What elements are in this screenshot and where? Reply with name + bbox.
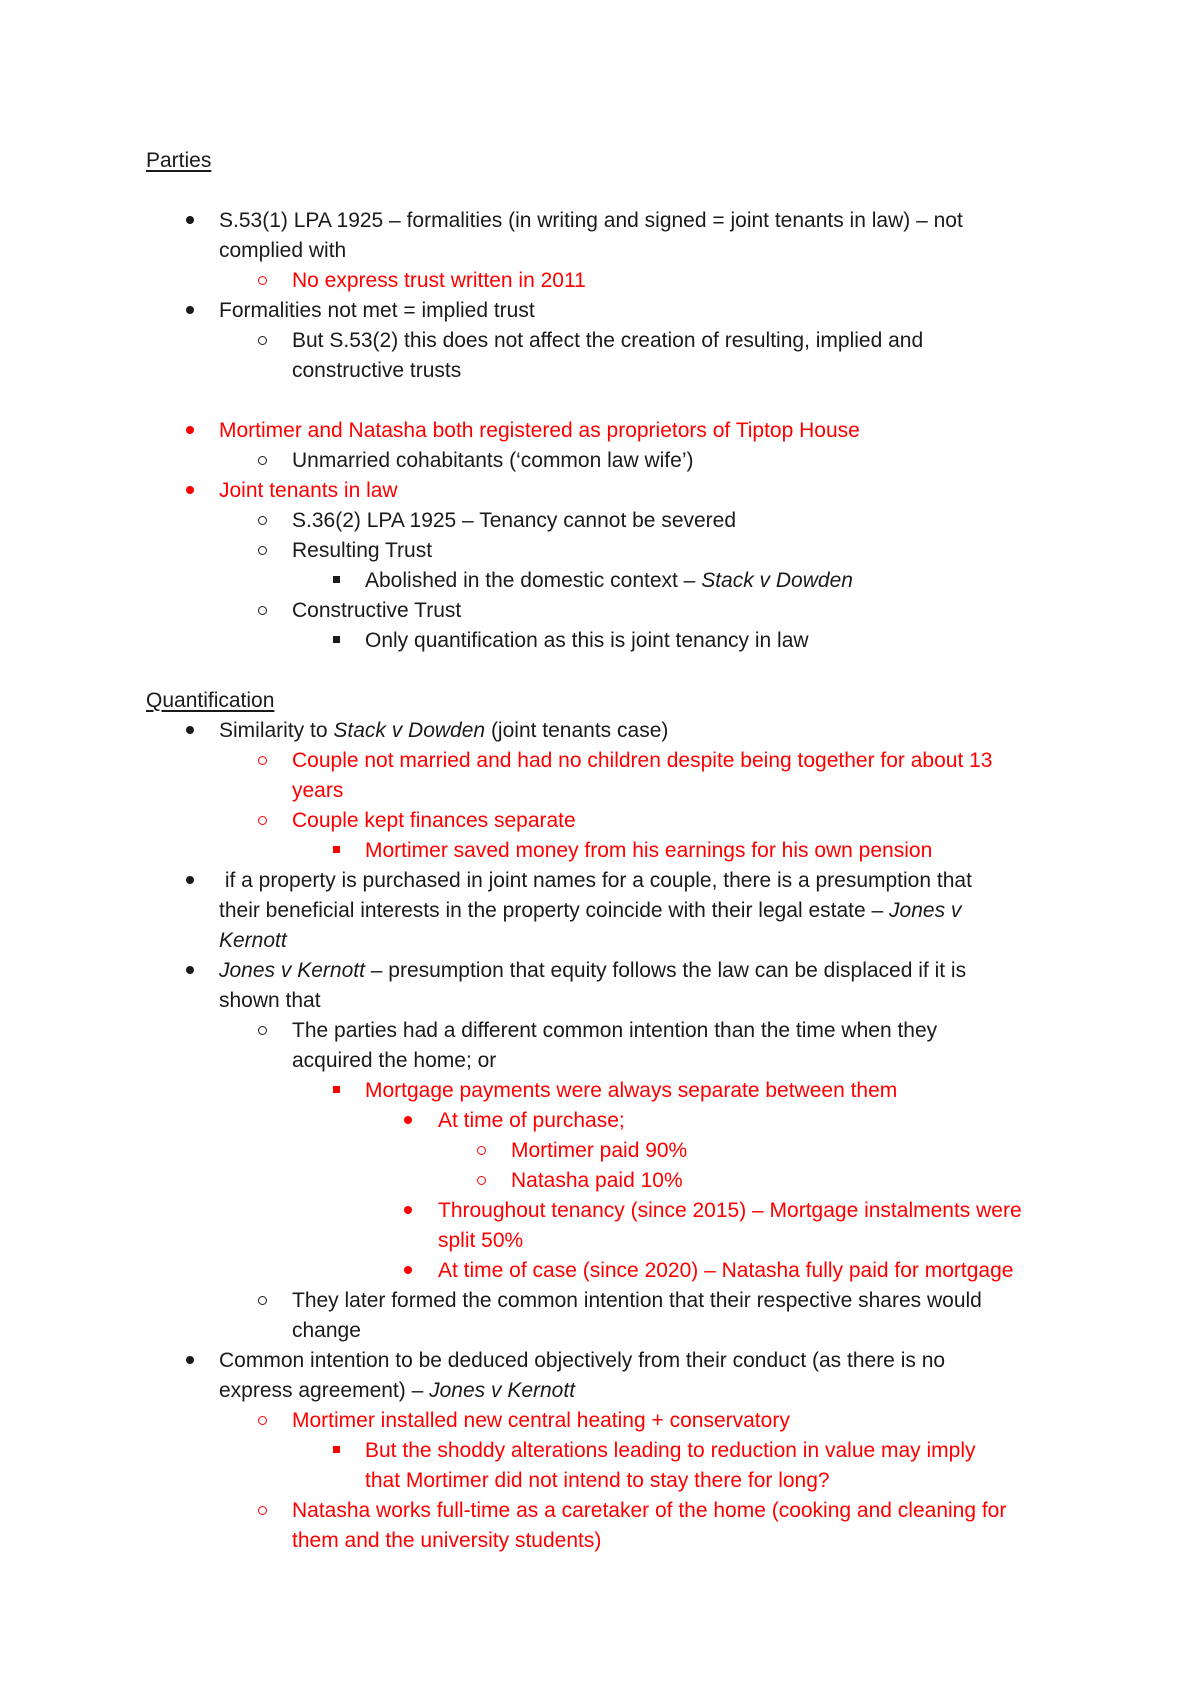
list-item-text: No express trust written in 2011 <box>292 269 586 292</box>
list-item-text: Unmarried cohabitants (‘common law wife’) <box>292 449 694 472</box>
list-item-continuation <box>219 926 287 956</box>
list-item-text: Abolished in the domestic context – <box>365 569 702 592</box>
bullet-square-icon <box>333 846 340 853</box>
list-item-text: But S.53(2) this does not affect the creation of resulting, implied and <box>292 329 924 352</box>
section-heading-quantification: Quantification <box>146 689 275 712</box>
bullet-dot-icon <box>186 486 194 494</box>
list-item-text: The parties had a different common intention than the time when they <box>292 1019 938 1042</box>
list-item-text: Joint tenants in law <box>219 479 398 502</box>
list-item-text: their beneficial interests in the property coincide with their legal estate – <box>219 899 890 922</box>
case-citation: Stack v Dowden <box>701 569 853 592</box>
section-heading-parties: Parties <box>146 149 212 172</box>
list-item-text: if a property is purchased in joint names for a couple, there is a presumption that <box>219 869 972 892</box>
bullet-ring-icon <box>258 546 267 555</box>
bullet-ring-icon <box>258 816 267 825</box>
bullet-dot-icon <box>186 426 194 434</box>
list-item-continuation: that Mortimer did not intend to stay there for long? <box>365 1469 830 1492</box>
list-item-text: Mortimer installed new central heating + conservatory <box>292 1409 790 1432</box>
list-item-continuation: acquired the home; or <box>292 1049 497 1072</box>
list-item-text: S.53(1) LPA 1925 – formalities (in writing and signed = joint tenants in law) – not <box>219 209 963 232</box>
bullet-ring-icon <box>477 1146 486 1155</box>
bullet-ring-icon <box>258 276 267 285</box>
list-item-text: (joint tenants case) <box>485 719 669 742</box>
bullet-dot-icon <box>404 1266 412 1274</box>
list-item-text: Throughout tenancy (since 2015) – Mortgage instalments were <box>438 1199 1022 1222</box>
bullet-dot-icon <box>186 216 194 224</box>
bullet-dot-icon <box>404 1116 412 1124</box>
list-item-text: express agreement) – <box>219 1379 430 1402</box>
list-item-text: – presumption that equity follows the law can be displaced if it is <box>364 959 967 982</box>
bullet-ring-icon <box>258 336 267 345</box>
list-item-text: Mortimer saved money from his earnings for his own pension <box>365 839 933 862</box>
list-item-continuation: shown that <box>219 989 321 1012</box>
bullet-ring-icon <box>258 1026 267 1035</box>
list-item-text: S.36(2) LPA 1925 – Tenancy cannot be severed <box>292 509 737 532</box>
case-citation: Jones v Kernott <box>429 1379 576 1402</box>
bullet-ring-icon <box>258 606 267 615</box>
list-item-text: Mortimer paid 90% <box>511 1139 688 1162</box>
bullet-square-icon <box>333 576 340 583</box>
list-item-continuation: split 50% <box>438 1229 524 1252</box>
list-item-text: Mortgage payments were always separate between them <box>365 1079 898 1102</box>
case-citation: Jones v Kernott <box>219 959 365 982</box>
case-citation: Stack v Dowden <box>333 719 486 742</box>
bullet-dot-icon <box>186 1356 194 1364</box>
bullet-ring-icon <box>258 1416 267 1425</box>
list-item-continuation: complied with <box>219 239 347 262</box>
list-item-text: At time of case (since 2020) – Natasha fully paid for mortgage <box>438 1259 1014 1282</box>
list-item-text: Similarity to <box>219 719 334 742</box>
list-item-text: Only quantification as this is joint tenancy in law <box>365 629 809 652</box>
bullet-ring-icon <box>258 1506 267 1515</box>
list-item-text: But the shoddy alterations leading to reduction in value may imply <box>365 1439 976 1462</box>
list-item-text: They later formed the common intention that their respective shares would <box>292 1289 982 1312</box>
list-item-text: Constructive Trust <box>292 599 462 622</box>
list-item-continuation: years <box>292 779 344 802</box>
bullet-dot-icon <box>186 966 194 974</box>
list-item-text: Natasha works full-time as a caretaker of the home (cooking and cleaning for <box>292 1499 1007 1522</box>
list-item-text: Common intention to be deduced objectively from their conduct (as there is no <box>219 1349 946 1372</box>
list-item-text: Natasha paid 10% <box>511 1169 683 1192</box>
list-item-text: Couple not married and had no children despite being together for about 13 <box>292 749 993 772</box>
case-citation: Kernott <box>219 929 287 952</box>
bullet-square-icon <box>333 636 340 643</box>
case-citation: Jones v <box>889 899 962 922</box>
list-item-text: Couple kept finances separate <box>292 809 576 832</box>
bullet-square-icon <box>333 1446 340 1453</box>
bullet-dot-icon <box>186 876 194 884</box>
bullet-ring-icon <box>258 756 267 765</box>
list-item-continuation <box>219 1376 575 1406</box>
list-item-continuation: them and the university students) <box>292 1529 602 1552</box>
bullet-ring-icon <box>258 516 267 525</box>
bullet-square-icon <box>333 1086 340 1093</box>
list-item-continuation: change <box>292 1319 361 1342</box>
bullet-ring-icon <box>258 1296 267 1305</box>
bullet-dot-icon <box>186 306 194 314</box>
bullet-ring-icon <box>477 1176 486 1185</box>
list-item-text: Resulting Trust <box>292 539 433 562</box>
list-item-text: Mortimer and Natasha both registered as proprietors of Tiptop House <box>219 419 860 442</box>
list-item-continuation: constructive trusts <box>292 359 462 382</box>
list-item-text: Formalities not met = implied trust <box>219 299 535 322</box>
list-item-text: At time of purchase; <box>438 1109 625 1132</box>
bullet-dot-icon <box>404 1206 412 1214</box>
list-item-continuation <box>219 896 961 926</box>
bullet-ring-icon <box>258 456 267 465</box>
bullet-dot-icon <box>186 726 194 734</box>
